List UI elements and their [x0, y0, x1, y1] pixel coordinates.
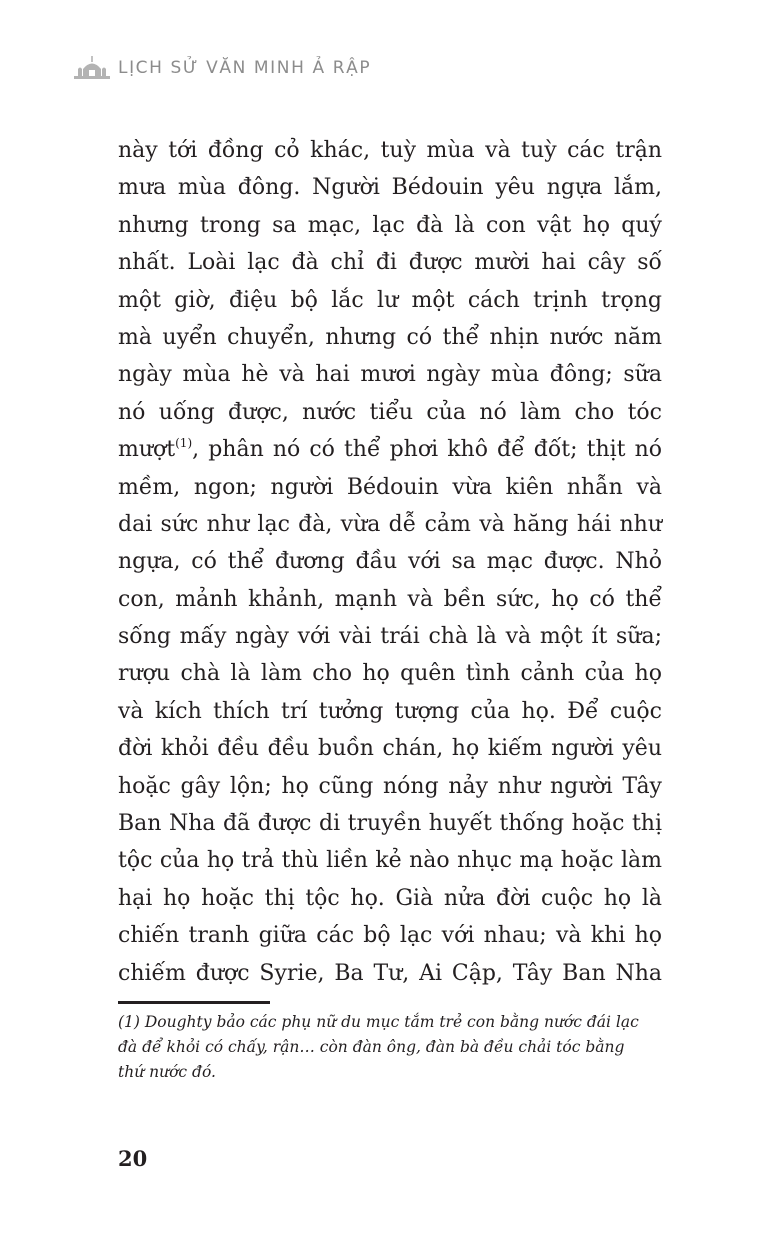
body-line: ngựa, có thể đương đầu với sa mạc được. Nhỏ: [118, 549, 662, 575]
body-line: Ban Nha đã được di truyền huyết thống hoặc thị: [118, 811, 662, 837]
page-number: 20: [118, 1146, 148, 1171]
body-line: con, mảnh khảnh, mạnh và bền sức, họ có thể: [118, 586, 662, 612]
body-line: một giờ, điệu bộ lắc lư một cách trịnh trọng: [118, 287, 662, 313]
footnote-divider: [118, 1001, 270, 1004]
body-line: mềm, ngon; người Bédouin vừa kiên nhẫn và: [118, 474, 662, 500]
footnote-line: thứ nước đó.: [118, 1063, 216, 1081]
body-line: đời khỏi đều đều buồn chán, họ kiếm người yêu: [118, 736, 662, 762]
footnote-line: đà để khỏi có chấy, rận… còn đàn ông, đàn bà đều chải tóc bằng: [118, 1038, 625, 1056]
body-line: nhất. Loài lạc đà chỉ đi được mười hai cây số: [118, 250, 662, 276]
running-header: [74, 56, 371, 80]
footnotes: [118, 1010, 662, 1085]
body-line: mà uyển chuyển, nhưng có thể nhịn nước năm: [118, 324, 662, 350]
body-line: sống mấy ngày với vài trái chà là và một ít sữa;: [118, 624, 662, 650]
body-line: nhưng trong sa mạc, lạc đà là con vật họ quý: [118, 212, 662, 238]
body-line: rượu chà là làm cho họ quên tình cảnh của họ: [118, 661, 662, 687]
footnote-ref-marker[interactable]: (1): [175, 436, 193, 451]
body-line: ngày mùa hè và hai mươi ngày mùa đông; sữa: [118, 362, 662, 388]
running-header-title: LỊCH SỬ VĂN MINH Ả RẬP: [118, 58, 372, 78]
body-line: hại họ hoặc thị tộc họ. Già nửa đời cuộc họ là: [118, 885, 662, 911]
body-line: dai sức như lạc đà, vừa dễ cảm và hăng hái như: [118, 511, 662, 537]
body-text-fragment: , phân nó có thể phơi khô để đốt; thịt nó: [192, 437, 662, 463]
body-line: này tới đồng cỏ khác, tuỳ mùa và tuỳ các trận: [118, 138, 662, 163]
mosque-icon: [74, 56, 110, 80]
body-line: mưa mùa đông. Người Bédouin yêu ngựa lắm,: [118, 175, 662, 201]
body-line: nó uống được, nước tiểu của nó làm cho tóc: [118, 399, 662, 425]
footnote-line: (1) Doughty bảo các phụ nữ du mục tắm trẻ con bằng nước đái lạc: [118, 1013, 639, 1031]
body-line: chiếm được Syrie, Ba Tư, Ai Cập, Tây Ban Nha: [118, 960, 662, 986]
body-line: và kích thích trí tưởng tượng của họ. Để cuộc: [118, 698, 662, 724]
body-line: tộc của họ trả thù liền kẻ nào nhục mạ hoặc làm: [118, 848, 662, 874]
body-text-fragment: mượt: [118, 437, 176, 463]
body-text: [118, 132, 662, 992]
body-line-with-footnote-ref: [118, 431, 662, 468]
body-line: hoặc gây lộn; họ cũng nóng nảy như người Tây: [118, 773, 662, 799]
body-line: chiến tranh giữa các bộ lạc với nhau; và khi họ: [118, 923, 662, 949]
